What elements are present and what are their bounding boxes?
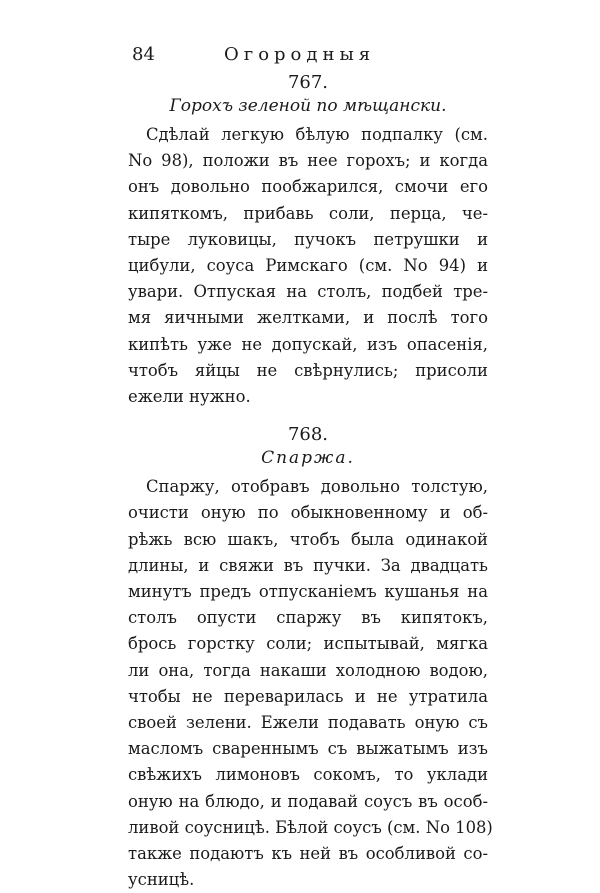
text-line: очисти оную по обыкновенному и об- <box>128 503 488 523</box>
page-header <box>128 38 488 72</box>
text-line: чтобы не переварилась и не утратила <box>128 686 488 706</box>
text-line: онъ довольно пообжарился, смочи его <box>128 177 488 197</box>
text-line: Сдѣлай легкую бѣлую подпалку (см. <box>146 125 488 144</box>
text-line: Спаржу, отобравъ довольно толстую, <box>146 477 488 497</box>
book-page <box>128 38 493 890</box>
recipe-body <box>128 474 493 893</box>
recipe-768 <box>128 424 493 893</box>
text-line: брось горстку соли; испытывай, мягка <box>128 634 488 654</box>
text-line: свѣжихъ лимоновъ сокомъ, то уклади <box>128 765 488 785</box>
text-line: рѣжь всю шакъ, чтобъ была одинакой <box>128 529 488 549</box>
recipe-body <box>128 122 488 410</box>
text-line: длины, и свяжи въ пучки. За двадцать <box>128 555 488 575</box>
recipe-number: 767. <box>287 72 329 93</box>
text-line: ливой соусницѣ. Бѣлой соусъ (см. No 108) <box>128 817 493 837</box>
text-line: увари. Отпуская на столъ, подбей тре- <box>128 282 488 302</box>
text-line: масломъ свареннымъ съ выжатымъ изъ <box>128 739 488 759</box>
running-head: Огородныя <box>224 44 376 65</box>
recipe-title: Горохъ зеленой по мѣщански. <box>169 96 447 116</box>
text-line: No 98), положи въ нее горохъ; и когда <box>128 151 488 171</box>
text-line: цибули, соуса Римскаго (см. No 94) и <box>128 256 488 276</box>
text-line: усницѣ. <box>128 870 195 890</box>
text-line: ежели нужно. <box>128 387 251 407</box>
text-line: кипяткомъ, прибавь соли, перца, че- <box>128 203 488 223</box>
recipe-767 <box>128 72 488 410</box>
text-line: ли она, тогда накаши холодною водою, <box>128 660 488 680</box>
text-line: столъ опусти спаржу въ кипятокъ, <box>128 608 488 628</box>
text-line: своей зелени. Ежели подавать оную съ <box>128 713 488 733</box>
recipe-number: 768. <box>287 424 329 446</box>
text-line: чтобъ яйцы не свѣрнулись; присоли <box>128 360 488 380</box>
recipe-title: Спаржа. <box>261 448 355 469</box>
text-line: мя яичными желтками, и послѣ того <box>128 308 488 328</box>
text-line: оную на блюдо, и подавай соусъ въ особ- <box>128 791 488 811</box>
text-line: минутъ предъ отпусканіемъ кушанья на <box>128 582 488 602</box>
text-line: также подаютъ къ ней въ особливой со- <box>128 844 488 864</box>
page-number: 84 <box>132 44 155 65</box>
text-line: кипѣть уже не допускай, изъ опасенія, <box>128 334 488 354</box>
text-line: тыре луковицы, пучокъ петрушки и <box>128 229 488 249</box>
